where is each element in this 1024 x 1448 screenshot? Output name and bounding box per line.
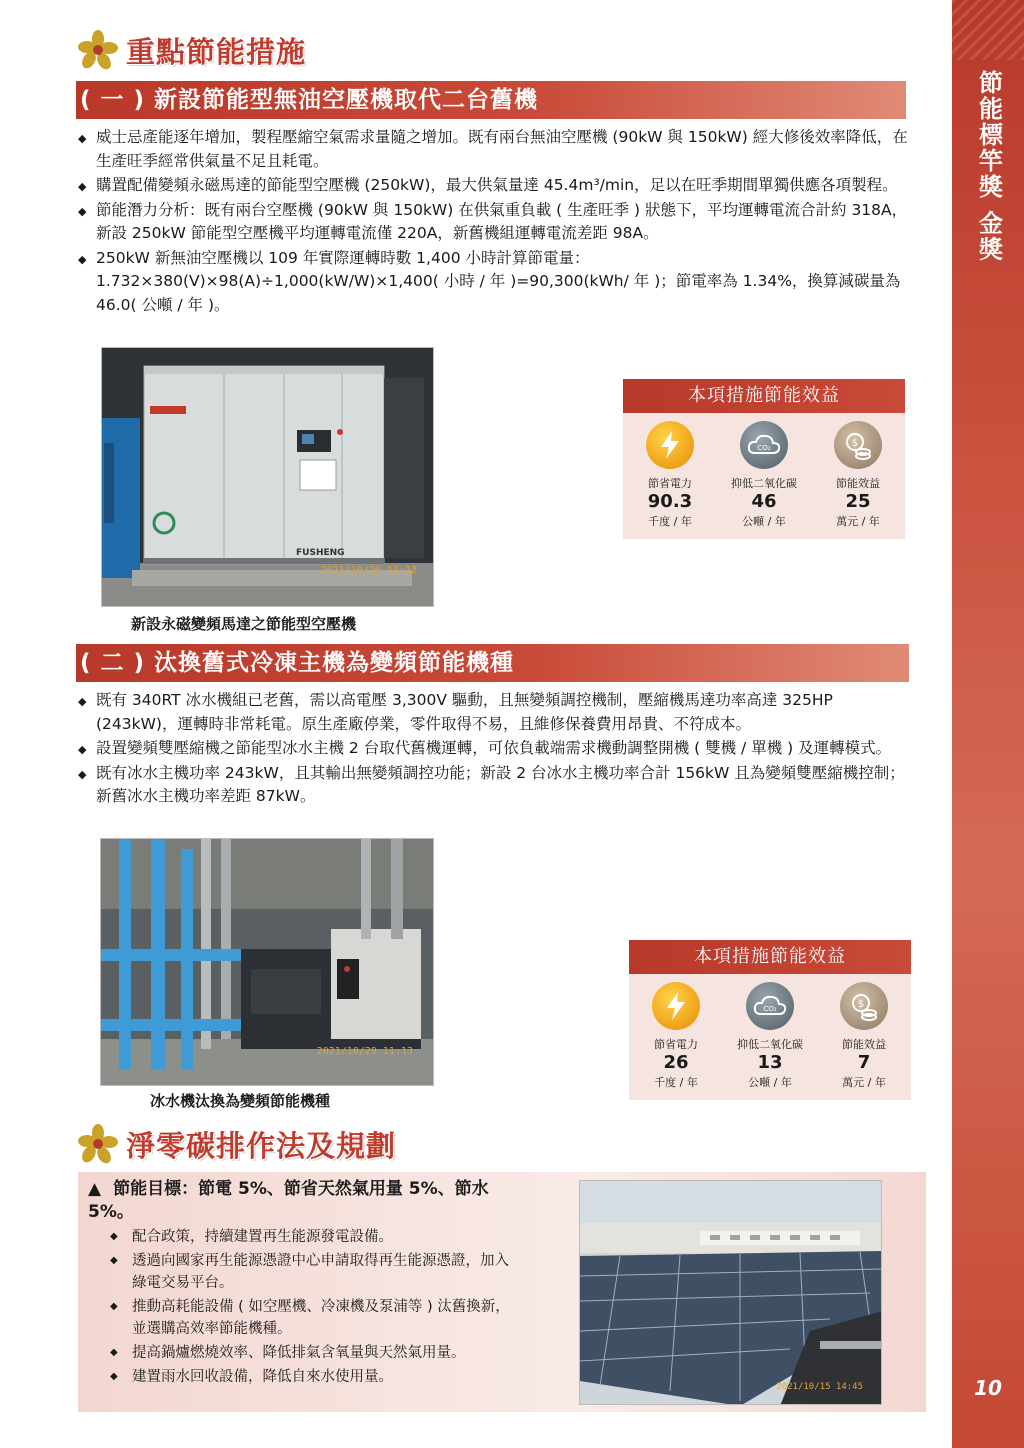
bullet-list-sub1 [78, 126, 910, 318]
svg-text:$: $ [851, 438, 859, 449]
side-band [952, 0, 1024, 1448]
benefit-header: 本項措施節能效益 [629, 940, 911, 974]
photo-timestamp: 2021/10/29 11:12 [320, 565, 417, 576]
svg-text:CO₂: CO₂ [757, 444, 771, 452]
page-number: 10 [974, 1376, 1002, 1400]
list-item: ◆ 既有冰水主機功率 243kW，且其輸出無變頻調控功能；新設 2 台冰水主機功率合計 156kW 且為變頻雙壓縮機控制；新舊冰水主機功率差距 87kW。 [78, 763, 905, 805]
bullet-list-sub2 [78, 689, 910, 810]
list-item: ◆ 威士忌產能逐年增加，製程壓縮空氣需求量隨之增加。既有兩台無油空壓機 (90kW 與 150kW) 經大修後效率降低，在生產旺季經常供氣量不足且耗電。 [78, 128, 908, 170]
benefit-money: $ 節能效益 25 萬元 / 年 [818, 421, 898, 529]
flower-icon [76, 28, 120, 72]
list-item: ◆ 推動高耗能設備 ( 如空壓機、冷凍機及泵浦等 ) 汰舊換新，並選購高效率節能機種。 [110, 1299, 510, 1337]
banner-sub1: ( 一 ) 新設節能型無油空壓機取代二台舊機 [76, 81, 907, 119]
benefit-box-2 [629, 940, 911, 1100]
benefit-header: 本項措施節能效益 [623, 379, 905, 413]
svg-text:$: $ [857, 999, 865, 1010]
benefit-box-1 [623, 379, 905, 539]
lightning-icon [646, 421, 694, 469]
list-item: ◆ 設置變頻雙壓縮機之節能型冰水主機 2 台取代舊機運轉，可依負載端需求機動調整開機 ( 雙機 / 單機 ) 及運轉模式。 [78, 739, 892, 757]
svg-text:CO₂: CO₂ [763, 1005, 777, 1013]
photo-timestamp: 2021/10/15 14:45 [776, 1382, 863, 1392]
list-item: ◆ 配合政策，持續建置再生能源發電設備。 [110, 1229, 393, 1245]
triangle-icon: ▲ [88, 1179, 102, 1199]
co2-cloud-icon [740, 421, 788, 469]
list-item: ◆ 透過向國家再生能源憑證中心申請取得再生能源憑證，加入綠電交易平台。 [110, 1253, 509, 1291]
benefit-money: $ 節能效益 7 萬元 / 年 [824, 982, 904, 1090]
benefit-co2: CO₂ 抑低二氧化碳 46 公噸 / 年 [724, 421, 804, 529]
flower-icon [76, 1122, 120, 1166]
coins-icon [840, 982, 888, 1030]
list-item: ◆ 購置配備變頻永磁馬達的節能型空壓機 (250kW)，最大供氣量達 45.4m³/min，足以在旺季期間單獨供應各項製程。 [78, 176, 898, 194]
lightning-icon [652, 982, 700, 1030]
section-title-text: 淨零碳排作法及規劃 [126, 1128, 397, 1163]
list-item: ◆ 既有 340RT 冰水機組已老舊，需以高電壓 3,300V 驅動，且無變頻調控機制，壓縮機馬達功率高達 325HP (243kW)，運轉時非常耗電。原生產廠停業，零件取得不易，且維修保養費用昂貴、不符成本。 [78, 691, 833, 733]
photo-air-compressor [101, 347, 434, 607]
benefit-power: 節省電力 26 千度 / 年 [636, 982, 716, 1090]
photo-caption: 新設永磁變頻馬達之節能型空壓機 [131, 615, 357, 633]
side-band-stripes [952, 0, 1024, 60]
benefit-co2: CO₂ 抑低二氧化碳 13 公噸 / 年 [730, 982, 810, 1090]
co2-cloud-icon [746, 982, 794, 1030]
photo-solar-panels [579, 1180, 882, 1405]
list-item: ◆ 提高鍋爐燃燒效率、降低排氣含氧量與天然氣用量。 [110, 1345, 466, 1361]
coins-icon [834, 421, 882, 469]
list-item: ◆ 建置雨水回收設備，降低自來水使用量。 [110, 1369, 393, 1385]
photo-timestamp: 2021/10/29 11:13 [316, 1046, 413, 1057]
goal-list [110, 1226, 510, 1390]
photo-brand-label: FUSHENG [296, 548, 345, 558]
photo-caption: 冰水機汰換為變頻節能機種 [150, 1092, 331, 1110]
benefit-power: 節省電力 90.3 千度 / 年 [630, 421, 710, 529]
list-item: ◆ 250kW 新無油空壓機以 109 年實際運轉時數 1,400 小時計算節電量：1.732×380(V)×98(A)÷1,000(kW/W)×1,400( 小時 / 年 )=90,300(kWh/ 年 )；節電率為 1.34%，換算減碳量為 46.0( 公噸 / 年 )。 [78, 248, 901, 314]
list-item: ◆ 節能潛力分析：既有兩台空壓機 (90kW 與 150kW) 在供氣重負載 ( 生產旺季 ) 狀態下，平均運轉電流合計約 318A，新設 250kW 節能型空壓機平均運轉電流僅 220A，新舊機組運轉電流差距 98A。 [78, 200, 908, 242]
section-title-text: 重點節能措施 [126, 34, 307, 69]
section-heading-measures [76, 28, 306, 72]
solar-panels-illustration [580, 1181, 882, 1405]
banner-sub2: ( 二 ) 汰換舊式冷凍主機為變頻節能機種 [76, 644, 910, 682]
section-heading-net-zero [76, 1122, 396, 1166]
side-title: 節能標竿獎 金獎 [974, 70, 1003, 263]
goal-title: ▲ 節能目標：節電 5%、節省天然氣用量 5%、節水 5%。 [88, 1179, 489, 1222]
photo-chiller [100, 838, 434, 1086]
